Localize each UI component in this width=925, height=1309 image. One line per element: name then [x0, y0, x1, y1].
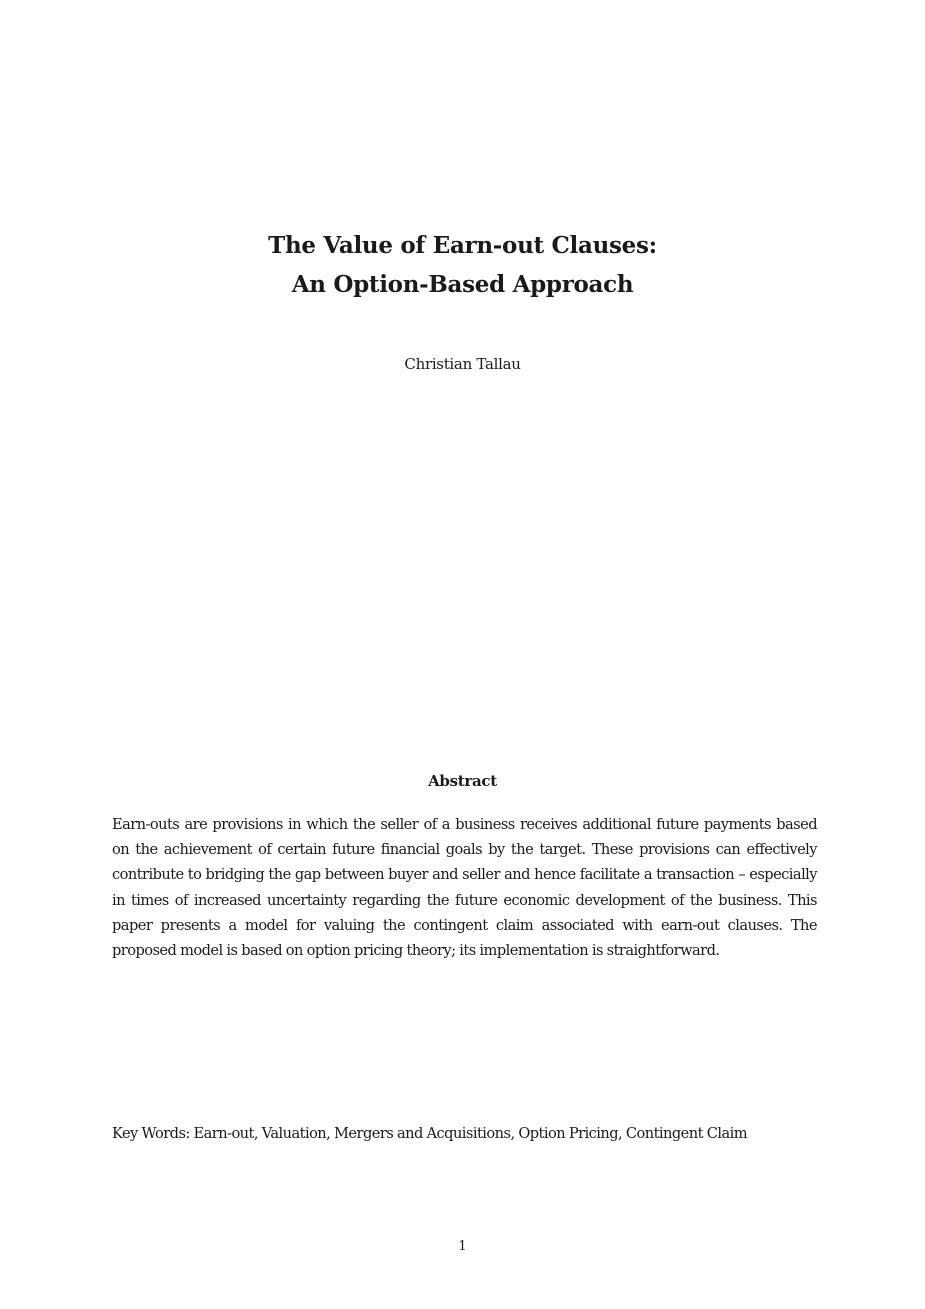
title-line-2: An Option-Based Approach: [291, 271, 634, 298]
author-name: Christian Tallau: [404, 355, 521, 373]
title-line-1: The Value of Earn-out Clauses:: [268, 232, 657, 259]
page-number: 1: [458, 1239, 467, 1254]
paper-title: [0, 226, 925, 304]
abstract-text: Earn-outs are provisions in which the seller of a business receives additional future payments based on the achievement of certain future financial goals by the target. These provisions can effectively contribute to bridging the gap between buyer and seller and hence facilitate a transaction – especially in times of increased uncertainty regarding the future economic development of the business. This paper presents a model for valuing the contingent claim associated with earn-out clauses. The proposed model is based on option pricing theory; its implementation is straightforward.: [112, 816, 817, 960]
keywords: Key Words: Earn-out, Valuation, Mergers and Acquisitions, Option Pricing, Contingent Claim: [112, 1125, 748, 1142]
abstract-heading: Abstract: [428, 772, 497, 790]
